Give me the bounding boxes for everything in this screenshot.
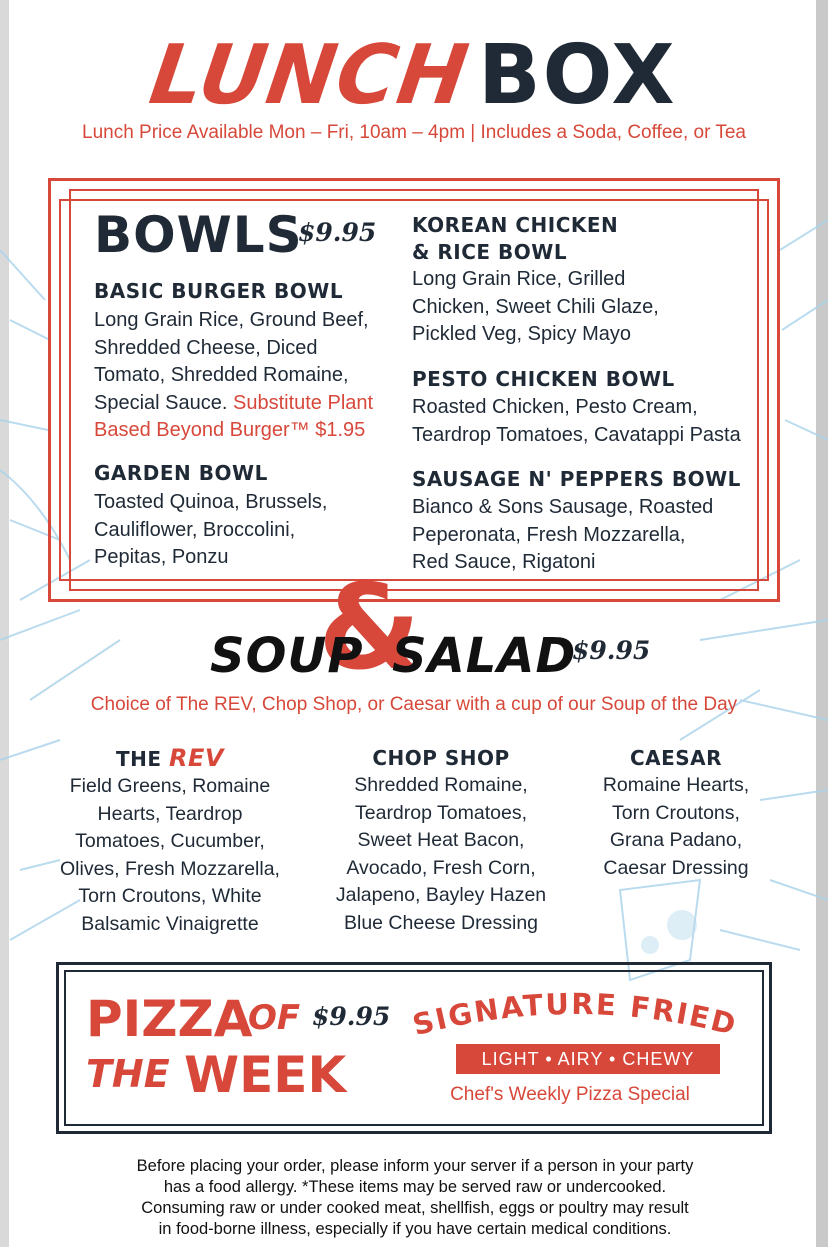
desc-line: Long Grain Rice, Grilled [412,268,626,290]
title-prefix: THE [116,747,162,771]
bowl-desc-basic-burger [94,307,373,445]
substitute-upgrade: Substitute Plant [232,391,374,414]
allergy-notice: Before placing your order, please inform your server if a person in your party has a food allergy. *These items may be served raw or undercooked. Consuming raw or under cooked meat, shellfish, eggs or poultry may result in food-borne illness, especially if you have certain medical conditions. [136,1157,694,1238]
salad-title: CAESAR [629,746,723,770]
signature-fried-text [409,987,741,1042]
bowl-title-garden: GARDEN BOWL [94,461,268,485]
soup-heading: SOUP [210,628,364,684]
bowl-desc-sausage-peppers [412,494,713,577]
desc-line: Cauliflower, Broccolini, [94,518,296,541]
title-lunch: LUNCH [144,28,475,123]
desc-line: Chicken, Sweet Chili Glaze, [412,295,659,318]
salad-caesar [586,744,766,882]
bowl-title-basic-burger: BASIC BURGER BOWL [94,279,344,303]
soup-salad-subtitle: Choice of The REV, Chop Shop, or Caesar with a cup of our Soup of the Day [90,694,738,715]
desc-line: Pepitas, Ponzu [94,546,229,568]
pizza-the: THE [86,1052,170,1096]
chefs-weekly-special: Chef's Weekly Pizza Special [450,1084,690,1105]
page-edge-left [0,0,9,1247]
salad-title [52,744,288,773]
salad-heading: SALAD [392,628,577,684]
bowl-title-pesto-chicken: PESTO CHICKEN BOWL [412,367,675,391]
desc-line [94,390,373,418]
ampersand-graphic: & [318,558,421,696]
salad-title: CHOP SHOP [372,746,510,770]
salad-the-rev [52,744,288,938]
desc-line: Toasted Quinoa, Brussels, [94,491,328,513]
title-accent: REV [169,744,224,772]
desc-line: Teardrop Tomatoes, Cavatappi Pasta [412,423,741,446]
bowls-heading: BOWLS [94,206,303,264]
desc-line: Peperonata, Fresh Mozzarella, [412,523,686,546]
pizza-heading: PIZZA [86,990,253,1048]
desc-line: Pickled Veg, Spicy Mayo [412,323,631,345]
lunch-hours-subtitle: Lunch Price Available Mon – Fri, 10am – 4pm | Includes a Soda, Coffee, or Tea [82,122,746,143]
salad-desc: Romaine Hearts, Torn Croutons, Grana Padano, Caesar Dressing [602,774,750,879]
desc-line: Roasted Chicken, Pesto Cream, [412,396,698,418]
bowl-title-korean-chicken [412,212,618,266]
bowl-title-sausage-peppers: SAUSAGE N' PEPPERS BOWL [412,467,741,491]
desc-line: Long Grain Rice, Ground Beef, [94,309,369,331]
title-line: KOREAN CHICKEN [412,213,619,237]
title-box: BOX [478,28,677,123]
menu-title [0,28,828,123]
bowl-desc-garden [94,489,327,572]
desc-line: Bianco & Sons Sausage, Roasted [412,496,714,518]
desc-text: Special Sauce. [94,391,228,414]
substitute-upgrade-line2: Based Beyond Burger™ $1.95 [94,419,366,441]
page-edge-right [816,0,828,1247]
bowl-desc-korean-chicken [412,266,659,349]
pizza-of: OF [248,998,301,1038]
salad-desc: Shredded Romaine, Teardrop Tomatoes, Sweet Heat Bacon, Avocado, Fresh Corn, Jalapeno, Bayley Hazen Blue Cheese Dressing [335,774,547,934]
bowls-section [48,178,780,602]
bowls-price: $9.95 [298,218,377,247]
bowl-desc-pesto-chicken [412,394,741,449]
light-airy-chewy-banner: LIGHT • AIRY • CHEWY [456,1044,720,1074]
salad-desc: Field Greens, Romaine Hearts, Teardrop Tomatoes, Cucumber, Olives, Fresh Mozzarella, Torn Croutons, White Balsamic Vinaigrette [60,775,280,935]
desc-line: Red Sauce, Rigatoni [412,551,596,573]
title-line: & RICE BOWL [412,240,568,264]
salad-chop-shop [324,744,558,937]
pizza-week: WEEK [184,1046,347,1104]
signature-fried-arc [390,978,760,1054]
desc-line: Tomato, Shredded Romaine, [94,364,349,386]
pizza-price: $9.95 [312,1002,391,1031]
signature-fried-textpath: SIGNATURE FRIED [409,986,741,1043]
soup-salad-price: $9.95 [572,636,651,665]
desc-line: Shredded Cheese, Diced [94,336,318,359]
